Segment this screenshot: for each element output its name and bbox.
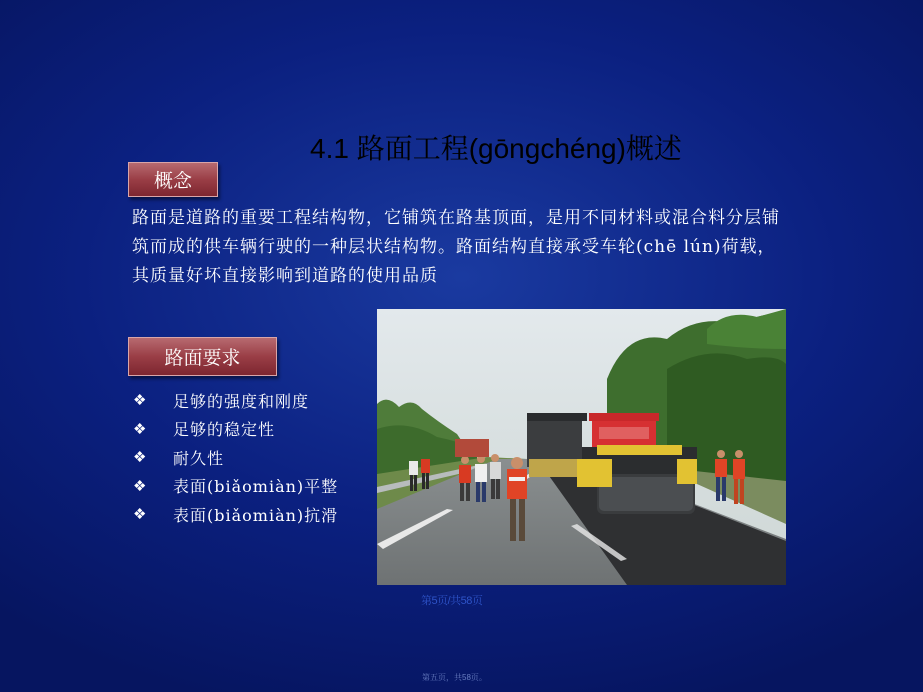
concept-tag: 概念 <box>128 162 218 197</box>
list-item-text: 表面(biǎomiàn)平整 <box>173 477 339 497</box>
slide-title: 4.1 路面工程(gōngchéng)概述 <box>310 133 682 164</box>
list-item-text: 足够的稳定性 <box>173 420 276 440</box>
list-item-text: 表面(biǎomiàn)抗滑 <box>173 505 339 525</box>
requirements-list <box>133 386 338 529</box>
list-item <box>133 386 338 415</box>
list-item-text: 足够的强度和刚度 <box>173 391 310 411</box>
diamond-cluster-icon: ❖ <box>133 448 148 467</box>
diamond-cluster-icon: ❖ <box>133 419 148 438</box>
diamond-cluster-icon: ❖ <box>133 476 148 495</box>
requirements-tag: 路面要求 <box>128 337 277 376</box>
list-item <box>133 472 338 501</box>
list-item <box>133 443 338 472</box>
road-paving-photo <box>377 309 786 585</box>
list-item <box>133 500 338 529</box>
footer-text: 第五页，共58页。 <box>422 673 487 682</box>
concept-description: 路面是道路的重要工程结构物，它铺筑在路基顶面，是用不同材料或混合料分层铺筑而成的供车辆行驶的一种层状结构物。路面结构直接承受车轮(chē lún)荷载，其质量好坏直接影响到道路的使用品质 <box>132 208 780 286</box>
list-item <box>133 415 338 444</box>
page-number: 第5页/共58页 <box>421 595 483 607</box>
diamond-cluster-icon: ❖ <box>133 505 148 524</box>
list-item-text: 耐久性 <box>173 448 225 468</box>
diamond-cluster-icon: ❖ <box>133 391 148 410</box>
